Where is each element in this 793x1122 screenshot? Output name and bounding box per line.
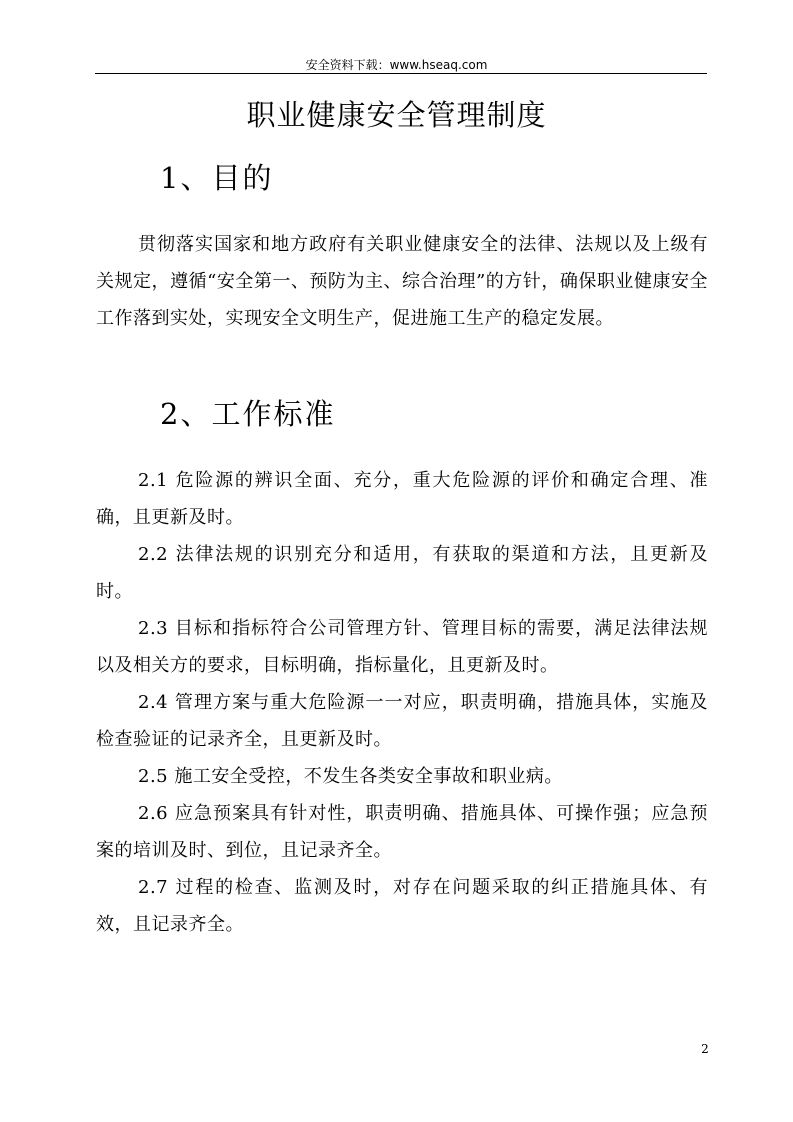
section-heading-purpose: 1、目的 [160, 161, 274, 195]
standard-item-2-7: 2.7 过程的检查、监测及时，对存在问题采取的纠正措施具体、有效，且记录齐全。 [96, 877, 708, 935]
standard-item-2-3: 2.3 目标和指标符合公司管理方针、管理目标的需要，满足法律法规以及相关方的要求，目标明确，指标量化，且更新及时。 [96, 618, 708, 676]
document-title: 职业健康安全管理制度 [246, 98, 547, 132]
standard-item-2-1: 2.1 危险源的辨识全面、充分，重大危险源的评价和确定合理、准确，且更新及时。 [96, 470, 708, 528]
standard-item-2-5: 2.5 施工安全受控，不发生各类安全事故和职业病。 [138, 766, 563, 787]
purpose-paragraph: 贯彻落实国家和地方政府有关职业健康安全的法律、法规以及上级有关规定，遵循“安全第一、预防为主、综合治理”的方针，确保职业健康安全工作落到实处，实现安全文明生产，促进施工生产的稳定发展。 [96, 234, 708, 329]
standard-item-2-4: 2.4 管理方案与重大危险源一一对应，职责明确，措施具体，实施及检查验证的记录齐全，且更新及时。 [96, 692, 708, 750]
standard-item-2-6: 2.6 应急预案具有针对性，职责明确、措施具体、可操作强；应急预案的培训及时、到位，且记录齐全。 [96, 803, 708, 861]
section-heading-standards: 2、工作标准 [160, 397, 336, 431]
header-divider [95, 73, 707, 74]
page-number: 2 [701, 1042, 709, 1056]
standard-item-2-2: 2.2 法律法规的识别充分和适用，有获取的渠道和方法，且更新及时。 [96, 544, 708, 602]
page-header-text: 安全资料下载：www.hseaq.com [305, 58, 488, 72]
